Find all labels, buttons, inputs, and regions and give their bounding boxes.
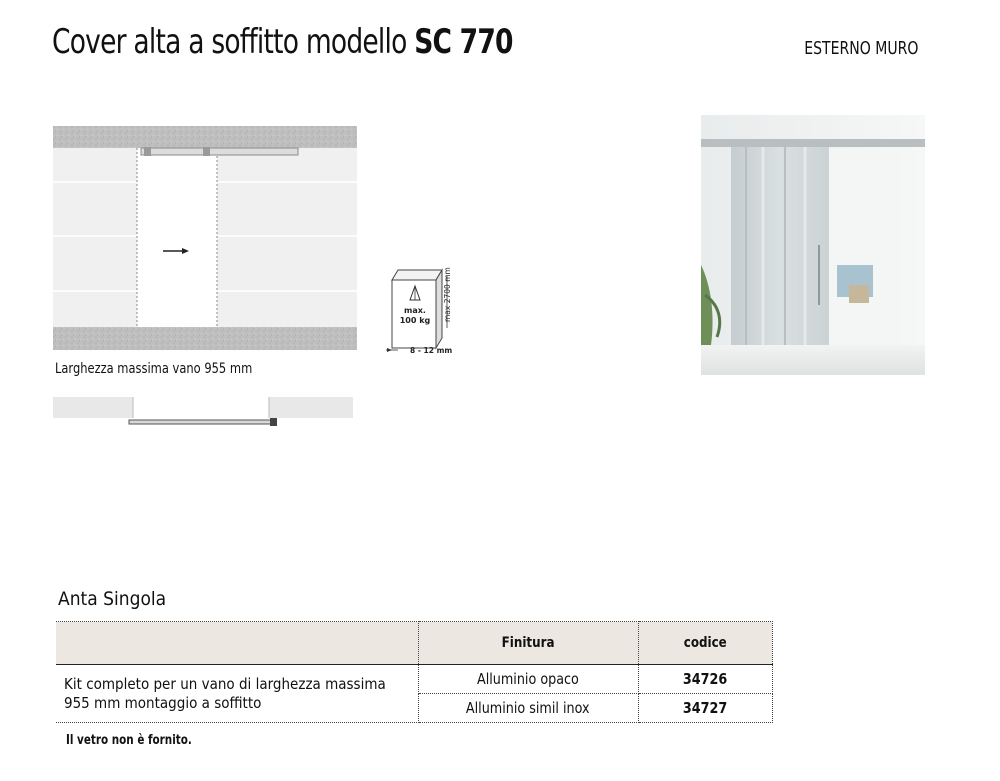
door-opening <box>137 148 217 327</box>
glass-spec-diagram <box>384 258 456 358</box>
floor-slab <box>53 327 357 350</box>
section-title: Anta Singola <box>58 588 167 610</box>
title-model: SC 770 <box>414 22 513 62</box>
footer-note: Il vetro non è fornito. <box>66 733 192 748</box>
code-cell: 34727 <box>638 694 772 723</box>
mounting-position-label: ESTERNO MURO <box>803 38 918 59</box>
code-cell: 34726 <box>638 665 772 694</box>
spec-thickness-label: 8 - 12 mm <box>410 346 453 355</box>
diagram-caption: Larghezza massima vano 955 mm <box>55 361 253 377</box>
header-description <box>56 622 418 665</box>
finish-cell: Alluminio simil inox <box>418 694 638 723</box>
header-finish: Finitura <box>418 622 638 665</box>
table-header-row <box>56 622 772 665</box>
page-title <box>52 22 513 62</box>
header-code: codice <box>638 622 772 665</box>
spec-max-label: max. <box>404 306 426 315</box>
doorway-view <box>829 149 881 345</box>
ceiling-slab <box>53 126 357 148</box>
door-elevation-diagram <box>53 126 357 350</box>
plan-view-diagram <box>53 395 355 429</box>
track-rail <box>141 148 298 155</box>
table-row <box>56 665 772 694</box>
kit-description: Kit completo per un vano di larghezza massima 955 mm montaggio a soffitto <box>56 665 418 723</box>
finish-cell: Alluminio opaco <box>418 665 638 694</box>
product-table <box>56 621 773 723</box>
spec-weight-label: 100 kg <box>399 316 431 325</box>
plan-rail <box>129 420 275 424</box>
product-photo <box>701 115 925 375</box>
spec-height-label: max 2700 mm <box>443 267 452 322</box>
title-prefix: Cover alta a soffitto modello <box>52 22 415 62</box>
